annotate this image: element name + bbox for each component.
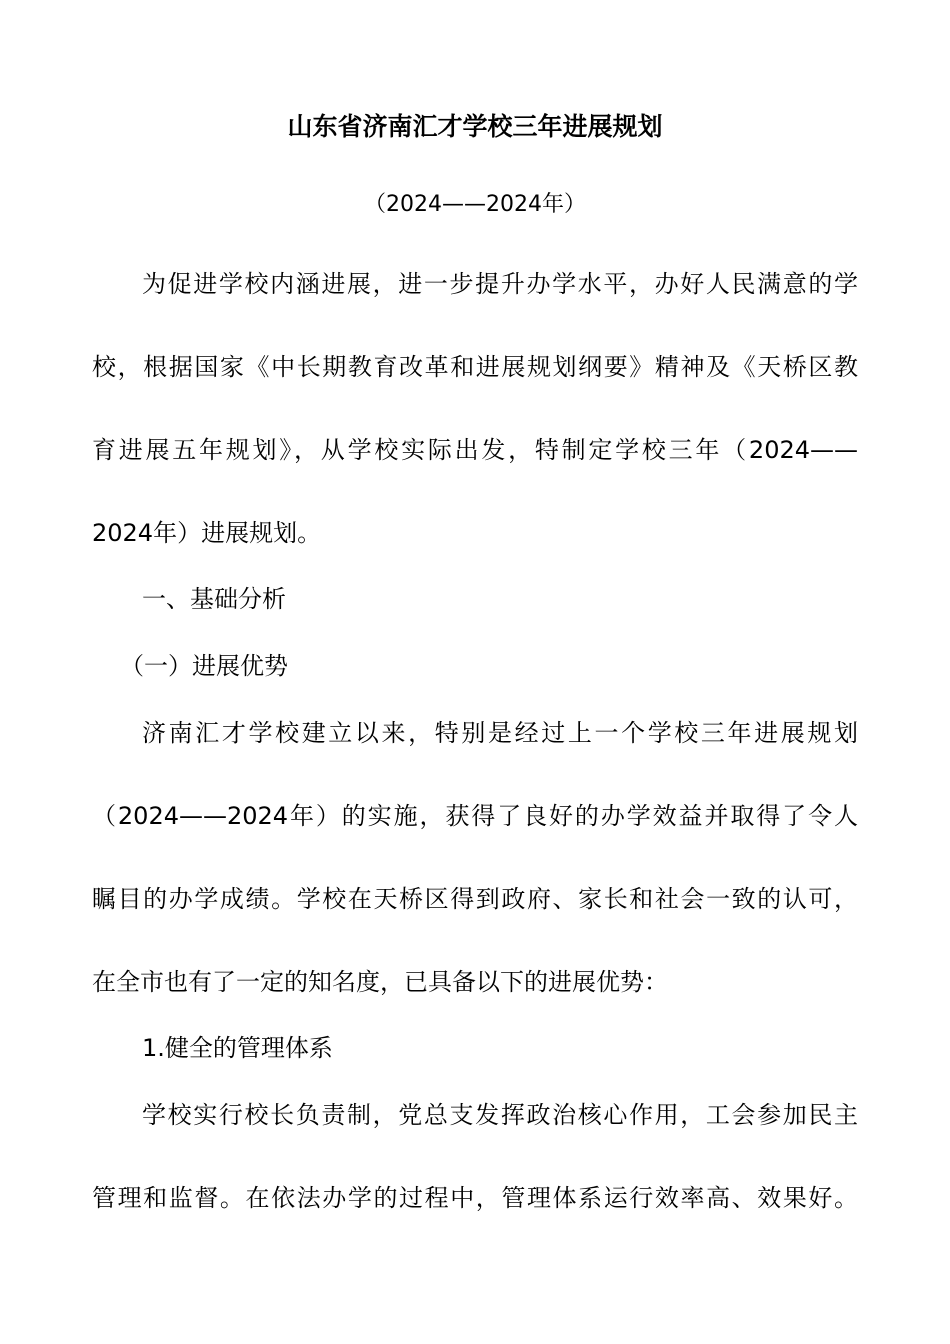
paragraph-line: 济南汇才学校建立以来，特别是经过上一个学校三年进展规划: [142, 719, 858, 747]
document-title: 山东省济南汇才学校三年进展规划: [287, 112, 663, 141]
document-subtitle: （2024——2024年）: [364, 192, 586, 217]
paragraph-line: （2024——2024年）的实施，获得了良好的办学效益并取得了令人: [92, 802, 858, 830]
section-heading: 一、基础分析: [142, 585, 286, 613]
paragraph-line: 校，根据国家《中长期教育改革和进展规划纲要》精神及《天桥区教: [92, 353, 858, 381]
paragraph-line: 2024年）进展规划。: [92, 519, 322, 547]
paragraph-line: 学校实行校长负责制，党总支发挥政治核心作用，工会参加民主: [142, 1101, 858, 1129]
item-heading: 1.健全的管理体系: [142, 1034, 333, 1062]
paragraph-line: 在全市也有了一定的知名度，已具备以下的进展优势：: [92, 968, 668, 996]
paragraph-line: 为促进学校内涵进展，进一步提升办学水平，办好人民满意的学: [142, 270, 858, 298]
paragraph-line: 瞩目的办学成绩。学校在天桥区得到政府、家长和社会一致的认可，: [92, 885, 858, 913]
paragraph-line: 育进展五年规划》，从学校实际出发，特制定学校三年（2024——: [92, 436, 858, 464]
paragraph-line: 管理和监督。在依法办学的过程中，管理体系运行效率高、效果好。: [92, 1184, 858, 1212]
subsection-heading: （一）进展优势: [120, 652, 288, 680]
